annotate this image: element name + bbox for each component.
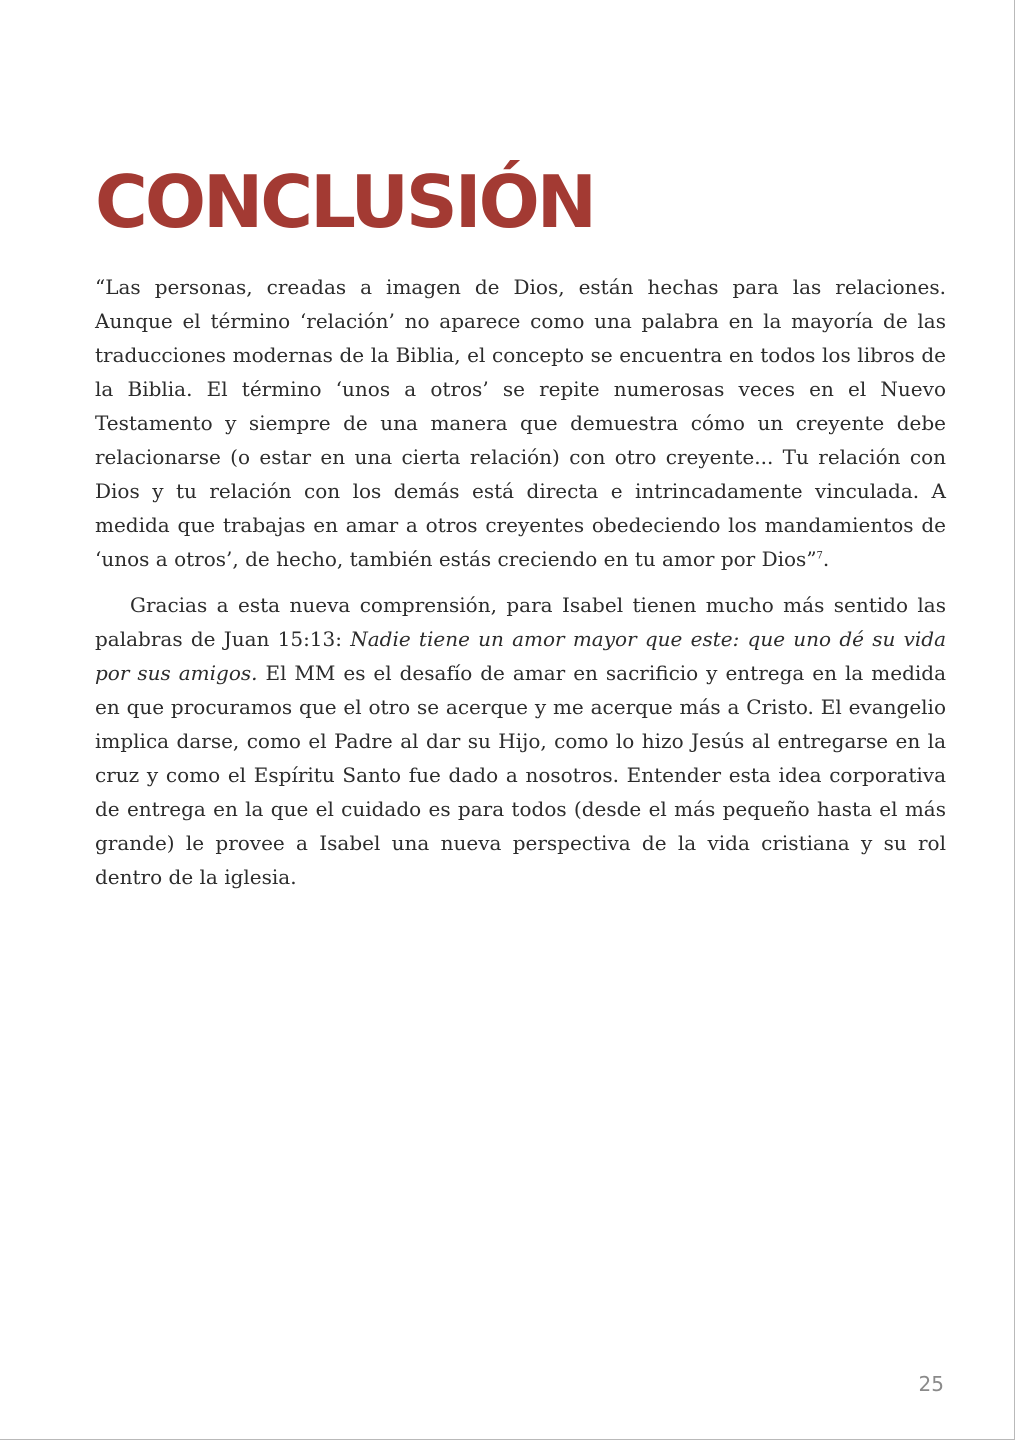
reflection-body: El MM es el desafío de amar en sacrificio y entrega en la medida en que procuramos que el otro se acerque y me acerque más a Cristo. El evangelio implica darse, como el Padre al dar su Hijo, como lo hizo Jesús al entregarse en la cruz y como el Espíritu Santo fue dado a nosotros. Entender esta idea corporativa de entrega en la que el cuidado es para todos (desde el más pequeño hasta el más grande) le provee a Isabel una nueva perspectiva de la vida cristiana y su rol dentro de la iglesia. <box>95 661 946 889</box>
paragraph-reflection <box>95 588 946 894</box>
page-number: 25 <box>918 1372 944 1396</box>
body-text <box>95 270 946 894</box>
quote-end-period: . <box>822 547 830 571</box>
quote-text: “Las personas, creadas a imagen de Dios, están hechas para las relaciones. Aunque el término ‘relación’ no aparece como una palabra en la mayoría de las traducciones modernas de la Biblia, el concepto se encuentra en todos los libros de la Biblia. El término ‘unos a otros’ se repite numerosas veces en el Nuevo Testamento y siempre de una manera que demuestra cómo un creyente debe relacionarse (o estar en una cierta relación) con otro creyente... Tu relación con Dios y tu relación con los demás está directa e intrincadamente vinculada. A medida que trabajas en amar a otros creyentes obedeciendo los mandamientos de ‘unos a otros’, de hecho, también estás creciendo en tu amor por Dios” <box>95 275 946 571</box>
footnote-marker: 7 <box>816 550 823 562</box>
page-title: CONCLUSIÓN <box>95 160 595 244</box>
paragraph-quote <box>95 270 946 576</box>
bible-verse: Nadie tiene un amor mayor que este: que uno dé su vida por sus amigos. <box>95 627 946 685</box>
reflection-intro: Gracias a esta nueva comprensión, para Isabel tienen mucho más sentido las palabras de Juan 15:13: <box>95 593 946 651</box>
